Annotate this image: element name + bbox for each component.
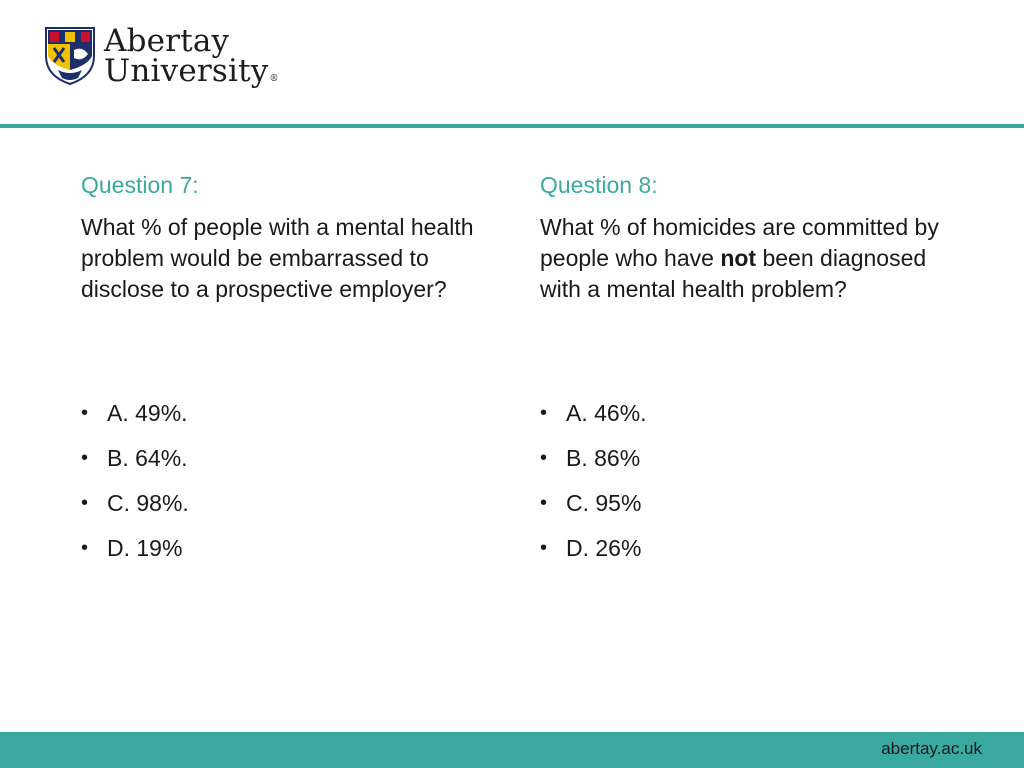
- question-7-text: [81, 212, 481, 305]
- option-label: C. 98%.: [107, 490, 189, 516]
- question-7-options: [81, 398, 189, 578]
- university-crest-icon: [44, 26, 96, 86]
- option-label: B. 64%.: [107, 445, 188, 471]
- question-8-heading: Question 8:: [540, 172, 658, 198]
- header-divider: [0, 124, 1024, 128]
- brand-line-2-text: University: [104, 53, 269, 89]
- question-8-text-before: What % of homicides are committed by people who have: [540, 214, 939, 271]
- question-7-text-before: What % of people with a mental health problem would be embarrassed to disclose to a prospective employer?: [81, 214, 474, 302]
- list-item: [81, 488, 189, 533]
- list-item: [540, 488, 647, 533]
- question-8-column: [540, 170, 940, 561]
- bullet-icon: •: [81, 447, 89, 469]
- list-item: [81, 398, 189, 443]
- bullet-icon: •: [540, 447, 548, 469]
- footer-url: abertay.ac.uk: [881, 739, 982, 758]
- option-label: D. 19%: [107, 535, 183, 561]
- question-8-emphasis: not: [720, 245, 757, 271]
- option-label: A. 46%.: [566, 400, 647, 426]
- question-8-text-after: been diagnosed with a mental health problem?: [540, 245, 927, 302]
- option-label: B. 86%: [566, 445, 641, 471]
- brand-line-2: [104, 53, 279, 94]
- question-8-options: [540, 398, 647, 578]
- bullet-icon: •: [540, 537, 548, 559]
- bullet-icon: •: [81, 537, 89, 559]
- footer-bar: [0, 732, 1024, 768]
- question-7-column: [81, 170, 481, 561]
- brand-line-1: Abertay: [104, 23, 230, 59]
- bullet-icon: •: [540, 492, 548, 514]
- option-label: C. 95%: [566, 490, 642, 516]
- option-label: D. 26%: [566, 535, 642, 561]
- bullet-icon: •: [81, 492, 89, 514]
- abertay-logo: [44, 23, 279, 94]
- registered-mark: ®: [269, 74, 279, 84]
- brand-wordmark: [104, 23, 279, 94]
- list-item: [81, 443, 189, 488]
- question-8-text: [540, 212, 940, 305]
- question-7-heading: Question 7:: [81, 172, 199, 198]
- list-item: [540, 533, 647, 578]
- list-item: [540, 398, 647, 443]
- option-label: A. 49%.: [107, 400, 188, 426]
- list-item: [81, 533, 189, 578]
- bullet-icon: •: [81, 402, 89, 424]
- list-item: [540, 443, 647, 488]
- bullet-icon: •: [540, 402, 548, 424]
